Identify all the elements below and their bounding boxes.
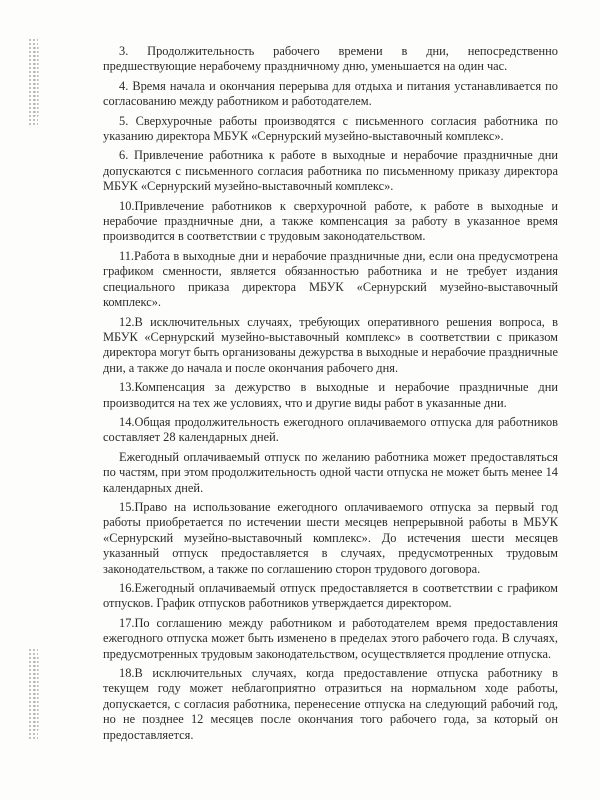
paragraph-14-continued: Ежегодный оплачиваемый отпуск по желанию работника может предоставляться по частям, при этом продолжительность одной части отпуска не может быть менее 14 календарных дней.: [103, 449, 558, 495]
scan-punch-marks-bottom-inner: [33, 656, 39, 730]
paragraph-3: 3. Продолжительность рабочего времени в дни, непосредственно предшествующие нерабочему праздничному дню, уменьшается на один час.: [103, 44, 558, 74]
paragraph-18: 18.В исключительных случаях, когда предоставление отпуска работнику в текущем году может неблагоприятно отразиться на нормальном ходе работы, допускается, с согласия работника, перенесение отпуска на следующий рабочий год, но не позднее 12 месяцев после окончания того рабочего года, за который он предоставляется.: [103, 666, 558, 742]
paragraph-17: 17.По соглашению между работником и работодателем время предоставления ежегодного отпуска может быть изменено в пределах этого рабочего года. В случаях, предусмотренных трудовым законодательством, осуществляется продление отпуска.: [103, 615, 558, 661]
paragraph-13: 13.Компенсация за дежурство в выходные и нерабочие праздничные дни производится на тех же условиях, что и другие виды работ в указанные дни.: [103, 380, 558, 410]
paragraph-15: 15.Право на использование ежегодного оплачиваемого отпуска за первый год работы приобретается по истечении шести месяцев непрерывной работы в МБУК «Сернурский музейно-выставочный комплекс». До истечения шести месяцев указанный отпуск предоставляется в случаях, предусмотренных трудовым законодательством, а также по соглашению сторон трудового договора.: [103, 499, 558, 576]
paragraph-4: 4. Время начала и окончания перерыва для отдыха и питания устанавливается по согласованию между работником и работодателем.: [103, 78, 558, 109]
paragraph-5: 5. Сверхурочные работы производятся с письменного согласия работника по указанию директора МБУК «Сернурский музейно-выставочный комплекс».: [103, 113, 558, 144]
paragraph-11: 11.Работа в выходные дни и нерабочие праздничные дни, если она предусмотрена графиком сменности, является обязанностью работника и не требует издания специального приказа директора МБУК «Сернурский музейно-выставочный комплекс».: [103, 248, 558, 310]
paragraph-14: 14.Общая продолжительность ежегодного оплачиваемого отпуска для работников составляет 28 календарных дней.: [103, 414, 558, 445]
paragraph-16: 16.Ежегодный оплачиваемый отпуск предоставляется в соответствии с графиком отпусков. График отпусков работников утверждается директором.: [103, 581, 558, 611]
paragraph-12: 12.В исключительных случаях, требующих оперативного решения вопроса, в МБУК «Сернурский музейно-выставочный комплекс» в соответствии с приказом директора могут быть организованы дежурства в выходные и нерабочие праздничные дни, а также до начала и после окончания рабочего дня.: [103, 314, 558, 375]
paragraph-6: 6. Привлечение работника к работе в выходные и нерабочие праздничные дни допускаются с письменного согласия работника по письменному приказу директора МБУК «Сернурский музейно-выставочный комплекс».: [103, 148, 558, 194]
document-body: [103, 44, 558, 747]
scan-punch-marks-top-inner: [33, 46, 39, 116]
paragraph-10: 10.Привлечение работников к сверхурочной работе, к работе в выходные и нерабочие праздничные дни, а также компенсация за работу в указанное время производится в соответствии с трудовым законодательством.: [103, 198, 558, 244]
